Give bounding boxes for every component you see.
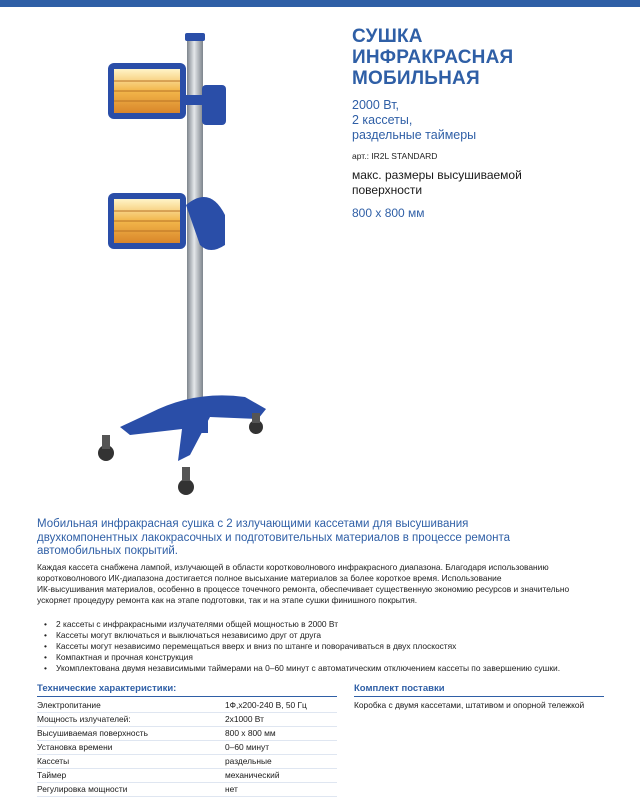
feature-text: Компактная и прочная конструкция: [56, 652, 193, 662]
product-image: [90, 25, 290, 505]
feature-item: [44, 663, 614, 674]
spec-key: Регулировка мощности: [37, 784, 128, 794]
max-size-value: 800 х 800 мм: [352, 206, 425, 220]
spec-value: раздельные: [225, 756, 272, 766]
description-line: ускоряет процедуру ремонта как на этапе подготовки, так и на этапе сушки финишного покрытия.: [37, 595, 418, 605]
spec-key: Установка времени: [37, 742, 113, 752]
kit-divider: [354, 696, 604, 697]
title-line: СУШКА: [352, 26, 423, 47]
kit-heading: Комплект поставки: [354, 683, 445, 694]
spec-value: 800 х 800 мм: [225, 728, 276, 738]
specs-heading: Технические характеристики:: [37, 683, 177, 694]
feature-text: 2 кассеты с инфракрасными излучателями общей мощностью в 2000 Вт: [56, 619, 339, 629]
product-title: [352, 26, 622, 89]
description-paragraph: [37, 562, 617, 606]
spec-key: Высушиваемая поверхность: [37, 728, 148, 738]
product-subtitle: [352, 98, 622, 143]
spec-row: [37, 713, 337, 727]
bullet-icon: •: [44, 630, 47, 640]
spec-value: механический: [225, 770, 280, 780]
spec-row: [37, 783, 337, 797]
title-line: ИНФРАКРАСНАЯ: [352, 47, 514, 68]
article-number: арт.: IR2L STANDARD: [352, 151, 438, 161]
description-line: ИК-высушивания материалов, особенно в процессе точечного ремонта, обеспечивает существенную экономию ресурсов и значительно: [37, 584, 570, 594]
top-accent-bar: [0, 0, 640, 7]
spec-key: Кассеты: [37, 756, 70, 766]
specs-divider: [37, 696, 337, 697]
feature-text: Кассеты могут включаться и выключаться независимо друг от друга: [56, 630, 322, 640]
specs-table: [37, 699, 337, 797]
spec-row: [37, 755, 337, 769]
max-size-label: [352, 168, 612, 198]
spec-row: [37, 769, 337, 783]
lead-line: автомобильных покрытий.: [37, 545, 178, 557]
spec-key: Мощность излучателей:: [37, 714, 131, 724]
description-line: Каждая кассета снабжена лампой, излучающей в области коротковолнового инфракрасного диапазона. Благодаря использованию: [37, 562, 549, 572]
feature-list: [44, 619, 614, 674]
bullet-icon: •: [44, 619, 47, 629]
bullet-icon: •: [44, 641, 47, 651]
upper-lamp-cassette: [108, 63, 226, 125]
bullet-icon: •: [44, 652, 47, 662]
feature-text: Кассеты могут независимо перемещаться вверх и вниз по штанге и поворачиваться в двух плоскостях: [56, 641, 457, 651]
spec-row: [37, 699, 337, 713]
lead-line: двухкомпонентных лакокрасочных и подготовительных материалов в процессе ремонта: [37, 531, 510, 544]
spec-key: Таймер: [37, 770, 67, 780]
spec-value: нет: [225, 784, 238, 794]
feature-text: Укомплектована двумя независимыми таймерами на 0–60 минут с автоматическим отключением кассеты по завершению сушки.: [56, 663, 561, 673]
spec-value: 2х1000 Вт: [225, 714, 264, 724]
spec-row: [37, 727, 337, 741]
title-line: МОБИЛЬНАЯ: [352, 68, 480, 89]
bullet-icon: •: [44, 663, 47, 673]
lead-paragraph: [37, 518, 617, 559]
spec-row: [37, 741, 337, 755]
spec-value: 0–60 минут: [225, 742, 270, 752]
subtitle-line: 2 кассеты,: [352, 113, 413, 127]
lower-lamp-cassette: [108, 193, 225, 250]
max-size-line: макс. размеры высушиваемой: [352, 168, 522, 182]
subtitle-line: раздельные таймеры: [352, 128, 477, 142]
description-line: коротковолнового ИК-диапазона достигается полное высыхание материалов за более короткое время. Использование: [37, 573, 502, 583]
spec-value: 1Ф,х200-240 В, 50 Гц: [225, 700, 307, 710]
feature-item: [44, 619, 614, 630]
max-size-line: поверхности: [352, 183, 423, 197]
kit-contents: Коробка с двумя кассетами, штативом и опорной тележкой: [354, 700, 585, 710]
spec-key: Электропитание: [37, 700, 101, 710]
stand-base: [98, 395, 266, 495]
feature-item: [44, 630, 614, 641]
subtitle-line: 2000 Вт,: [352, 98, 400, 112]
feature-item: [44, 641, 614, 652]
lead-line: Мобильная инфракрасная сушка с 2 излучающими кассетами для высушивания: [37, 518, 469, 530]
feature-item: [44, 652, 614, 663]
